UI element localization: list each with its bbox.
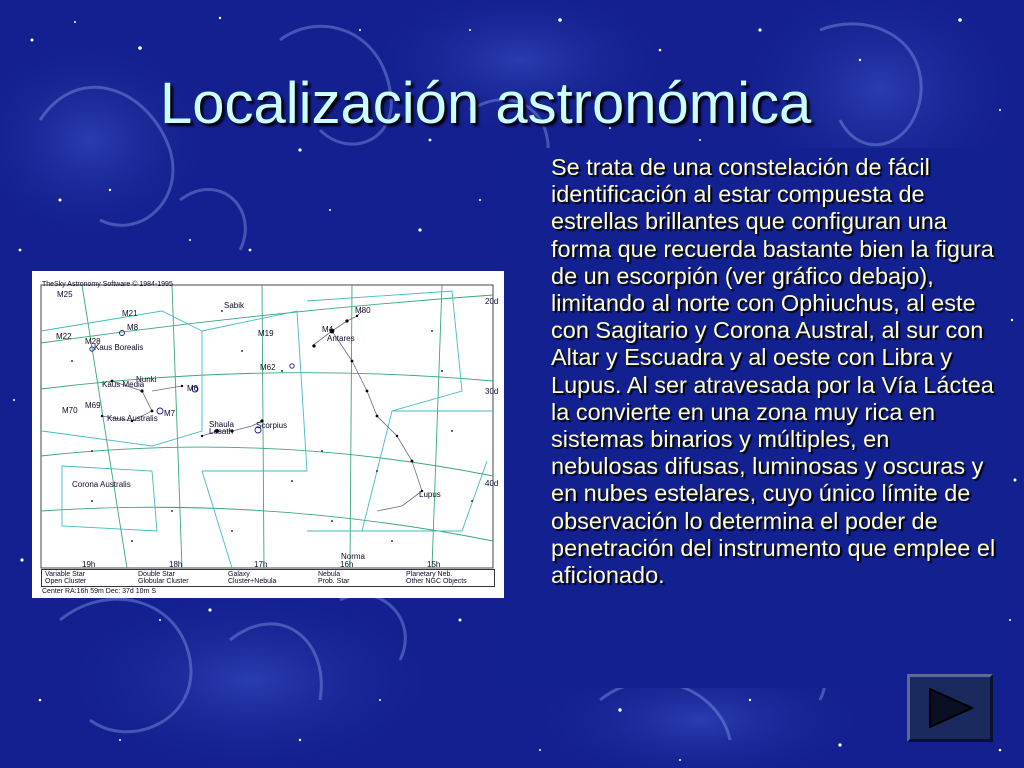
object-label: Kaus Borealis [94,343,144,352]
object-label: Scorpius [256,421,288,430]
object-label: Lesath [209,427,234,436]
legend-item: Cluster+Nebula [228,578,277,585]
star-map [32,271,504,598]
object-label: Kaus Media [102,380,145,389]
object-label: Lupus [419,490,441,499]
ra-label: 18h [169,560,183,569]
object-label: M4 [322,325,334,334]
legend-item: Nebula [318,571,341,578]
object-label: Corona Australis [72,480,131,489]
object-label: M80 [355,306,371,315]
object-label: Sabik [224,301,245,310]
legend-item: Open Cluster [45,578,87,585]
dec-label: 40d [485,479,499,488]
ra-label: 19h [82,560,96,569]
star-map-legend [41,569,495,587]
object-label: Norma [341,552,366,561]
ra-label: 16h [340,560,354,569]
dec-label: 30d [485,387,499,396]
legend-item: Galaxy [228,571,250,578]
object-label: M8 [127,323,139,332]
object-label: Kaus Australis [107,414,158,423]
next-slide-button[interactable] [907,674,993,742]
legend-item: Double Star [138,571,175,578]
object-label: Nunki [136,375,157,384]
legend-item: Planetary Neb. [406,571,453,578]
ra-label: 15h [427,560,441,569]
description-panel [505,148,1005,688]
dec-label: 20d [485,297,499,306]
legend-item: Globular Cluster [138,578,189,585]
slide-title: Localización astronómica [160,71,812,136]
object-label: Shaula [209,420,234,429]
object-label: M21 [122,309,138,318]
ra-label: 17h [254,560,268,569]
object-label: M70 [62,406,78,415]
object-label: M6 [187,384,199,393]
star-map-header: TheSky Astronomy Software © 1984-1995 [42,281,173,288]
legend-item: Prob. Star [318,578,350,585]
object-label: M62 [260,363,276,372]
legend-item: Variable Star [45,571,85,578]
object-label: M22 [56,332,72,341]
object-label: M28 [85,337,101,346]
object-label: M69 [85,401,101,410]
description-text: Se trata de una constelación de fácil identificación al estar compuesta de estrellas brillantes que configuran una forma que recuerda bastante bien la figura de un escorpión (ver gráfico debajo), limitando al norte con Ophiuchus, al este con Sagitario y Corona Austral, al sur con Altar y Escuadra y al oeste con Libra y Lupus. Al ser atravesada por la Vía Láctea la convierte en una zona muy rica en sistemas binarios y múltiples, en nebulosas difusas, luminosas y oscuras y en nubes estelares, cuyo único límite de observación lo determina el poder de penetración del instrumento que emplee el aficionado. [551,154,996,589]
object-label: Antares [327,334,355,343]
star-map-center-readout: Center RA:16h 59m Dec: 37d 10m S [42,588,157,595]
star-map-graphic [32,271,504,598]
play-next-icon [924,687,976,729]
legend-item: Other NGC Objects [406,578,467,585]
object-label: M25 [57,290,73,299]
object-label: M7 [164,409,176,418]
object-label: M19 [258,329,274,338]
